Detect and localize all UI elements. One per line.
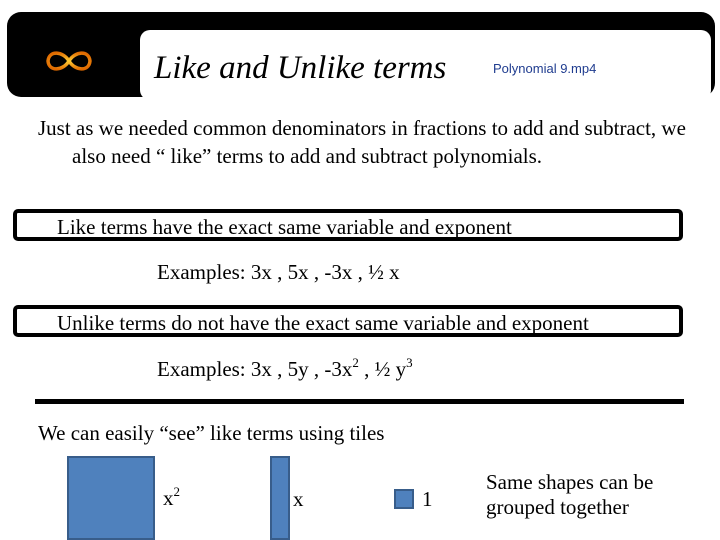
tiles-intro: We can easily “see” like terms using tiles xyxy=(38,421,385,445)
exponent-2: 2 xyxy=(352,355,359,370)
unlike-terms-examples xyxy=(157,356,413,382)
like-terms-examples xyxy=(157,259,400,285)
unlike-examples-part1: 3x , 5y , -3x xyxy=(250,357,353,381)
intro-paragraph: Just as we needed common denominators in fractions to add and subtract, we also need “ like” terms to add and subtract polynomials. xyxy=(38,116,686,168)
unlike-terms-rule: Unlike terms do not have the exact same variable and exponent xyxy=(57,311,589,335)
like-terms-rule: Like terms have the exact same variable and exponent xyxy=(57,215,512,239)
video-link[interactable]: Polynomial 9.mp4 xyxy=(493,61,597,76)
page-title: Like and Unlike terms xyxy=(154,50,447,86)
unit-tile xyxy=(394,489,414,509)
section-divider xyxy=(35,399,684,404)
examples-label: Examples: xyxy=(157,357,246,381)
x-squared-tile xyxy=(67,456,155,540)
exponent-2: 2 xyxy=(173,484,180,499)
examples-label: Examples: xyxy=(157,260,246,284)
x-squared-label: $x^2$ xyxy=(163,484,180,510)
like-terms-rule-box xyxy=(13,209,683,241)
header-bar xyxy=(7,12,715,97)
unit-label: 1 xyxy=(422,487,433,511)
infinity-icon xyxy=(43,46,95,76)
unlike-terms-rule-box xyxy=(13,305,683,337)
x-label: x xyxy=(293,487,304,511)
x-tile xyxy=(270,456,290,540)
exponent-3: 3 xyxy=(406,355,413,370)
unlike-examples-part2: , ½ y xyxy=(364,357,407,381)
like-examples-values: 3x , 5x , -3x , ½ x xyxy=(250,260,400,284)
title-box xyxy=(140,30,711,100)
grouping-note: Same shapes can be grouped together xyxy=(486,470,654,519)
